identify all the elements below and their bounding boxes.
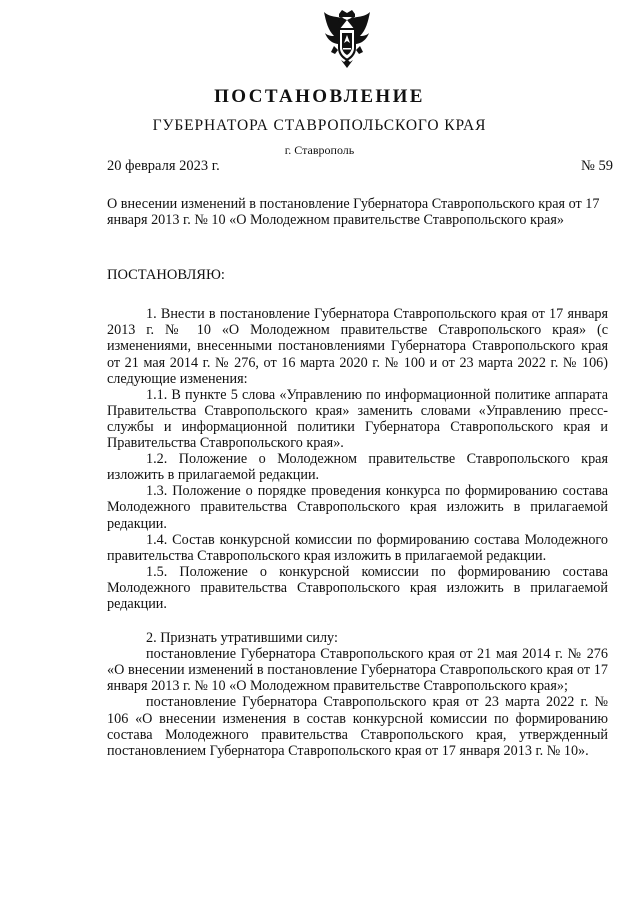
document-body [107, 196, 608, 759]
paragraph-1-4: 1.4. Состав конкурсной комиссии по формированию состава Молодежного правительства Ставропольского края изложить в прилагаемой редакции. [107, 531, 608, 564]
paragraph-1-1: 1.1. В пункте 5 слова «Управлению по информационной политике аппарата Правительства Ставропольского края» заменить словами «Управлению пресс-службы и информационной политики Губернатора Ставропольского края и Правительства Ставропольского края». [107, 386, 608, 452]
document-number: № 59 [581, 158, 613, 174]
paragraph-1: 1. Внести в постановление Губернатора Ставропольского края от 17 января 2013 г. № 10 «О Молодежном правительстве Ставропольского края» (с изменениями, внесенными постановлениями Губернатора Ставропольского края от 21 мая 2014 г. № 276, от 16 марта 2020 г. № 100 и от 23 марта 2022 г. № 106) следующие изменения: [107, 306, 608, 387]
paragraph-2: 2. Признать утратившими силу: [146, 630, 338, 647]
document-title: ПОСТАНОВЛЕНИЕ [214, 86, 425, 107]
paragraph-2-item-1: постановление Губернатора Ставропольского края от 21 мая 2014 г. № 276 «О внесении изменений в постановление Губернатора Ставропольского края от 17 января 2013 г. № 10 «О Молодежном правительстве Ставропольского края»; [107, 646, 608, 695]
paragraph-2-item-2: постановление Губернатора Ставропольского края от 23 марта 2022 г. № 106 «О внесении изменения в состав конкурсной комиссии по формированию состава Молодежного правительства Ставропольского края, утвержденный постановлением Губернатора Ставропольского края от 17 января 2013 г. № 10». [107, 694, 608, 759]
document-date: 20 февраля 2023 г. [107, 158, 220, 174]
paragraph-1-3: 1.3. Положение о порядке проведения конкурса по формированию состава Молодежного правительства Ставропольского края изложить в прилагаемой редакции. [107, 483, 608, 532]
issuer-title: ГУБЕРНАТОРА СТАВРОПОЛЬСКОГО КРАЯ [152, 117, 487, 134]
decree-word: ПОСТАНОВЛЯЮ: [107, 267, 225, 284]
paragraph-1-2: 1.2. Положение о Молодежном правительстве Ставропольского края изложить в прилагаемой редакции. [107, 451, 608, 484]
coat-of-arms-icon [322, 8, 372, 70]
document-heading: О внесении изменений в постановление Губернатора Ставропольского края от 17 января 2013 г. № 10 «О Молодежном правительстве Ставропольского края» [107, 196, 600, 229]
city-label: г. Ставрополь [284, 143, 355, 157]
paragraph-1-5: 1.5. Положение о конкурсной комиссии по формированию состава Молодежного правительства Ставропольского края изложить в прилагаемой редакции. [107, 563, 608, 612]
